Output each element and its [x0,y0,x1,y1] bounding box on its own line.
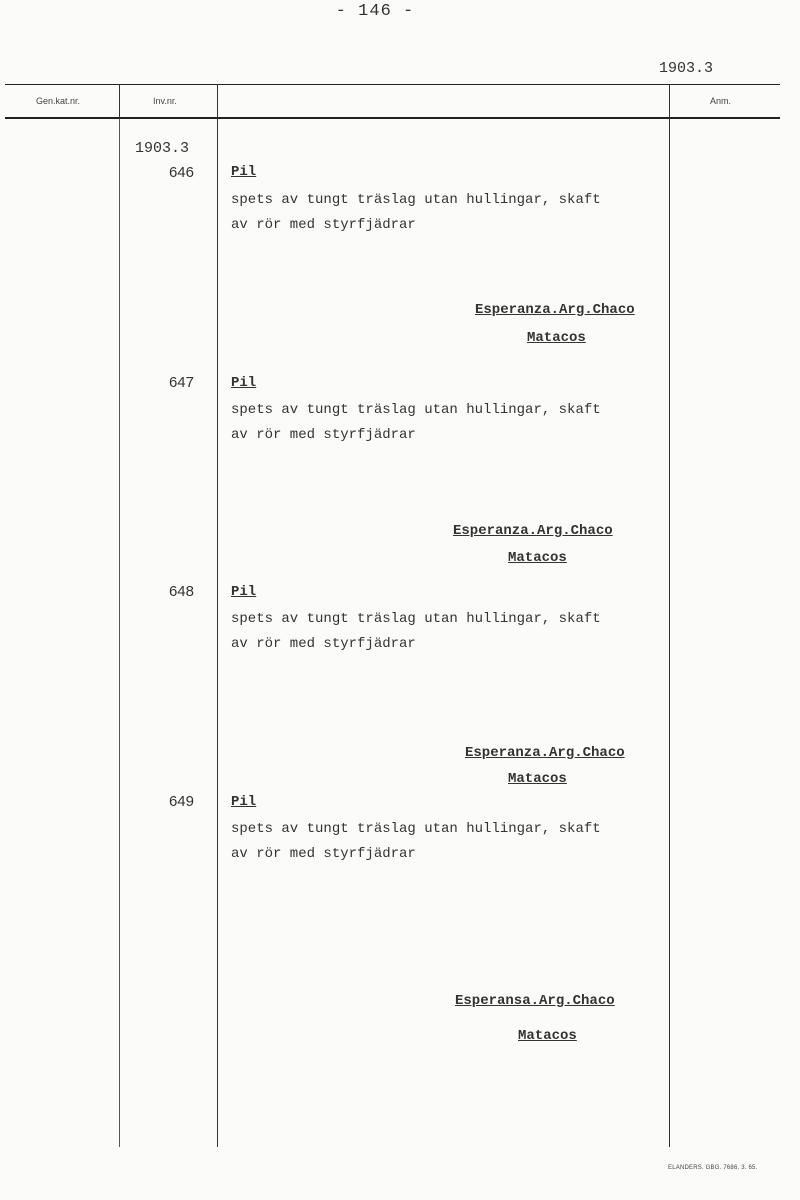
entry-title: Pil [231,584,257,600]
entry-description-line1: spets av tungt träslag utan hullingar, skaft [231,402,601,418]
entry-locality: Esperanza.Arg.Chaco [453,523,613,539]
series-number: 1903.3 [135,140,190,157]
inventory-number: 649 [168,793,194,810]
column-divider-inv [217,84,218,1147]
column-header-inv-nr: Inv.nr. [153,96,177,106]
entry-title: Pil [231,794,257,810]
entry-title: Pil [231,375,257,391]
entry-description-line2: av rör med styrfjädrar [231,846,416,862]
column-divider-gen-body [119,119,120,1147]
entry-people: Matacos [508,550,567,566]
column-header-gen-kat-nr: Gen.kat.nr. [36,96,81,106]
column-divider-gen [119,84,120,119]
entry-people: Matacos [508,771,567,787]
entry-people: Matacos [518,1028,577,1044]
table-header-rule [5,117,780,119]
entry-description-line1: spets av tungt träslag utan hullingar, skaft [231,611,601,627]
entry-title: Pil [231,164,257,180]
entry-description-line2: av rör med styrfjädrar [231,427,416,443]
printer-mark: ELANDERS. GBG. 7686. 3. 65. [668,1165,758,1171]
column-header-anm: Anm. [710,96,732,106]
entry-locality: Esperanza.Arg.Chaco [475,302,635,318]
entry-people: Matacos [527,330,586,346]
entry-description-line1: spets av tungt träslag utan hullingar, skaft [231,192,601,208]
inventory-number: 647 [168,374,194,391]
table-top-rule [5,84,780,85]
entry-locality: Esperansa.Arg.Chaco [455,993,615,1009]
inventory-number: 648 [168,583,194,600]
entry-description-line1: spets av tungt träslag utan hullingar, skaft [231,821,601,837]
column-divider-anm [669,84,670,1147]
inventory-number: 646 [168,164,194,181]
page-number: - 146 - [335,2,415,21]
entry-description-line2: av rör med styrfjädrar [231,636,416,652]
entry-locality: Esperanza.Arg.Chaco [465,745,625,761]
entry-description-line2: av rör med styrfjädrar [231,217,416,233]
series-header: 1903.3 [659,60,714,77]
